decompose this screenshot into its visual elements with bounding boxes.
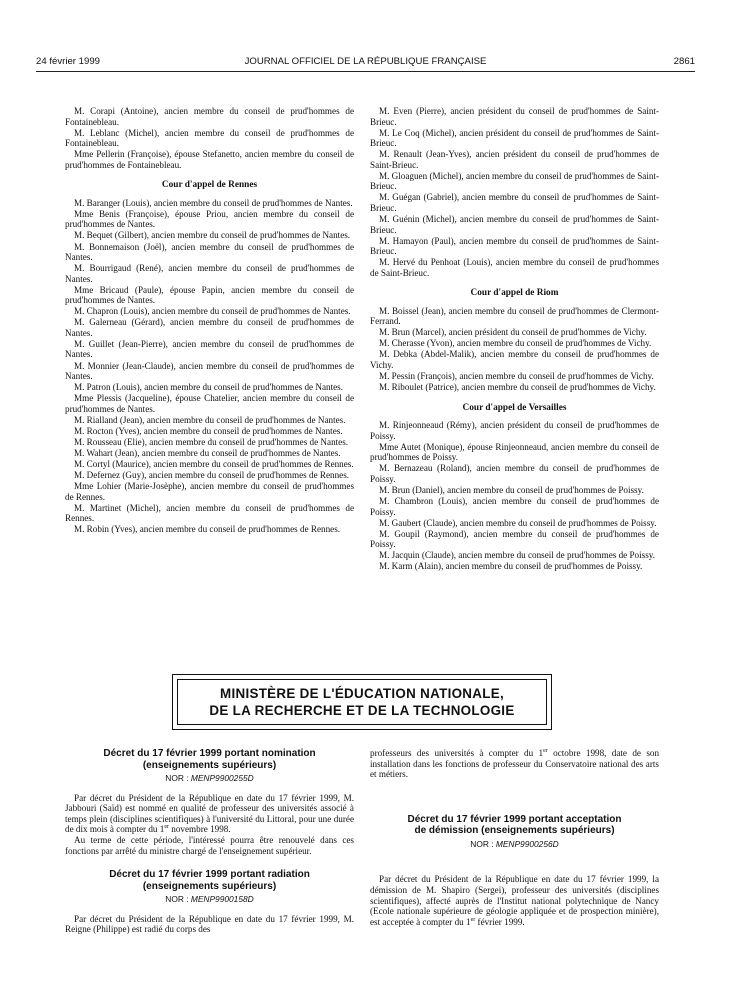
right-column-top [370,106,659,572]
page-number: 2861 [673,56,695,67]
list-item: M. Renault (Jean-Yves), ancien président du conseil de prud'hommes de Saint-Brieuc. [370,149,659,170]
list-item: M. Corapi (Antoine), ancien membre du conseil de prud'hommes de Fontainebleau. [65,106,354,127]
list-item: M. Bernazeau (Roland), ancien membre du conseil de prud'hommes de Poissy. [370,463,659,484]
decree-1-title-line-2: (enseignements supérieurs) [142,759,277,771]
list-item: M. Boissel (Jean), ancien membre du conseil de prud'hommes de Clermont-Ferrand. [370,305,659,327]
list-item: M. Hervé du Penhoat (Louis), ancien membre du conseil de prud'hommes de Saint-Brieuc. [370,257,659,278]
list-item: M. Chapron (Louis), ancien membre du conseil de prud'hommes de Nantes. [74,306,351,317]
list-item: M. Bequet (Gilbert), ancien membre du conseil de prud'hommes de Nantes. [74,230,351,241]
list-item: M. Guénin (Michel), ancien membre du conseil de prud'hommes de Saint-Brieuc. [370,213,659,235]
decree-2-paragraph-continued: professeurs des universités à compter du 1er octobre 1998, date de son installation dans les fonctions de professeur du Conservatoire national des arts et métiers. [370,747,660,780]
nor-code: MENP9900158D [190,894,254,905]
nor-label: NOR : [470,838,494,849]
list-item: Mme Plessis (Jacqueline), épouse Chatelier, ancien membre du conseil de prud'hommes de Nantes. [65,393,354,414]
list-item: M. Karm (Alain), ancien membre du conseil de prud'hommes de Poissy. [379,561,643,572]
list-item: M. Brun (Marcel), ancien président du conseil de prud'hommes de Vichy. [379,327,647,338]
list-item: M. Gaubert (Claude), ancien membre du conseil de prud'hommes de Poissy. [379,517,657,528]
ministry-line-1: MINISTÈRE DE L'ÉDUCATION NATIONALE, [220,686,504,701]
list-item: M. Patron (Louis), ancien membre du conseil de prud'hommes de Nantes. [74,382,343,393]
nor-code: MENP9900256D [495,838,559,849]
journal-title: JOURNAL OFFICIEL DE LA RÉPUBLIQUE FRANÇAISE [244,56,487,67]
decree-1-paragraph-2: Au terme de cette période, l'intéressé pourra être renouvelé dans ces fonctions par arrêté du ministre chargé de l'enseignement supérieur. [65,834,354,856]
list-item: M. Baranger (Louis), ancien membre du conseil de prud'hommes de Nantes. [74,197,353,208]
list-item: M. Chambron (Louis), ancien membre du conseil de prud'hommes de Poissy. [370,496,659,517]
page-header [36,56,695,72]
list-item: M. Riboulet (Patrice), ancien membre du conseil de prud'hommes de Vichy. [379,382,656,393]
left-column-top [65,106,354,535]
decree-1-title [65,748,354,771]
list-item: M. Leblanc (Michel), ancien membre du conseil de prud'hommes de Fontainebleau. [65,127,354,149]
decree-3-title [370,814,659,837]
header-date: 24 février 1999 [36,56,100,67]
list-item: M. Guégan (Gabriel), ancien membre du conseil de prud'hommes de Saint-Brieuc. [370,192,659,213]
decree-2-title-line-2: (enseignements supérieurs) [142,880,277,892]
list-item: Mme Autet (Monique), épouse Rinjeonneaud, ancien membre du conseil de prud'hommes de Poissy. [370,441,659,463]
nor-code: MENP9900255D [190,773,254,783]
list-item: M. Debka (Abdel-Malik), ancien membre du conseil de prud'hommes de Vichy. [370,349,659,371]
list-item: M. Rousseau (Elie), ancien membre du conseil de prud'hommes de Nantes. [74,436,349,447]
list-item: M. Bonnemaison (Joël), ancien membre du conseil de prud'hommes de Nantes. [65,241,354,263]
decree-1-nor [65,773,354,784]
list-item: Mme Pellerin (Françoise), épouse Stefanetto, ancien membre du conseil de prud'hommes de Fontainebleau. [65,149,354,170]
decree-2-nor [65,894,354,905]
list-item: M. Rinjeonneaud (Rémy), ancien président du conseil de prud'hommes de Poissy. [370,420,659,441]
decree-3-nor [370,839,659,850]
decree-1-title-line-1: Décret du 17 février 1999 portant nomination [103,748,316,759]
decree-3-paragraph-1: Par décret du Président de la République en date du 17 février 1999, la démission de M. Shapiro (Sergei), professeur des universités (disciplines scientifiques), affecté auprès de l'Institut national polytechnique de Nancy (Ecole nationale supérieure de géologie appliquée et de prospection minière), est acceptée à compter du 1er février 1999. [370,874,659,927]
list-item: M. Even (Pierre), ancien président du conseil de prud'hommes de Saint-Brieuc. [370,106,659,127]
versailles-list [370,420,659,572]
list-item: M. Le Coq (Michel), ancien président du conseil de prud'hommes de Saint-Brieuc. [370,127,659,149]
header-rule [36,71,695,72]
right-column-bottom [370,748,659,927]
list-item: Mme Bricaud (Paule), épouse Papin, ancien membre du conseil de prud'hommes de Nantes. [65,284,354,306]
list-item: M. Cherasse (Yvon), ancien membre du conseil de prud'hommes de Vichy. [379,338,652,349]
decree-2-title [65,869,354,892]
list-item: M. Jacquin (Claude), ancien membre du conseil de prud'hommes de Poissy. [379,550,656,561]
list-item: Mme Lohier (Marie-Josèphe), ancien membre du conseil de prud'hommes de Rennes. [65,481,354,502]
left-column-bottom [65,748,354,935]
decree-2-paragraph-1: Par décret du Président de la République en date du 17 février 1999, M. Reigne (Philippe) est radié du corps des [65,913,354,935]
rennes-list [65,198,354,535]
list-item: M. Rocton (Yves), ancien membre du conseil de prud'hommes de Nantes. [74,425,343,436]
list-item: M. Goupil (Raymond), ancien membre du conseil de prud'hommes de Poissy. [370,528,659,550]
list-item: M. Rialland (Jean), ancien membre du conseil de prud'hommes de Nantes. [74,414,346,425]
intro-list [65,106,354,170]
list-item: M. Defernez (Guy), ancien membre du conseil de prud'hommes de Rennes. [74,470,350,480]
list-item: M. Bourrigaud (René), ancien membre du conseil de prud'hommes de Nantes. [65,263,354,284]
court-heading-versailles: Cour d'appel de Versailles [462,402,567,413]
court-heading-riom: Cour d'appel de Riom [470,288,559,299]
rennes-continued-list [370,106,659,278]
list-item: M. Guillet (Jean-Pierre), ancien membre du conseil de prud'hommes de Nantes. [65,338,354,360]
list-item: M. Robin (Yves), ancien membre du conseil de prud'hommes de Rennes. [74,524,341,535]
list-item: Mme Benis (Françoise), épouse Priou, ancien membre du conseil de prud'hommes de Nantes. [65,208,354,230]
decree-1-paragraph-1: Par décret du Président de la République en date du 17 février 1999, M. Jabbouri (Saïd) est nommé en qualité de professeur des universités associé à temps plein (disciplines scientifiques) à l'université du Littoral, pour une durée de dix mois à compter du 1er novembre 1998. [65,792,354,835]
decree-3-title-line-2: de démission (enseignements supérieurs) [414,825,615,837]
list-item: M. Brun (Daniel), ancien membre du conseil de prud'hommes de Poissy. [379,485,644,495]
list-item: M. Wahart (Jean), ancien membre du conseil de prud'hommes de Nantes. [74,447,341,458]
list-item: M. Cortyl (Maurice), ancien membre du conseil de prud'hommes de Rennes. [74,458,354,469]
list-item: M. Gloaguen (Michel), ancien membre du conseil de prud'hommes de Saint-Brieuc. [370,170,659,192]
ministry-heading [177,679,547,725]
nor-label: NOR : [165,894,189,905]
list-item: M. Pessin (François), ancien membre du conseil de prud'hommes de Vichy. [379,371,654,382]
decree-3-title-line-1: Décret du 17 février 1999 portant acceptation [407,813,622,825]
list-item: M. Hamayon (Paul), ancien membre du conseil de prud'hommes de Saint-Brieuc. [370,235,659,257]
decree-2-title-line-1: Décret du 17 février 1999 portant radiation [109,869,310,881]
nor-label: NOR : [165,773,189,783]
list-item: M. Galerneau (Gérard), ancien membre du conseil de prud'hommes de Nantes. [65,317,354,338]
list-item: M. Monnier (Jean-Claude), ancien membre du conseil de prud'hommes de Nantes. [65,360,354,382]
court-heading-rennes: Cour d'appel de Rennes [161,180,258,191]
list-item: M. Martinet (Michel), ancien membre du conseil de prud'hommes de Rennes. [65,502,354,524]
ministry-line-2: DE LA RECHERCHE ET DE LA TECHNOLOGIE [209,703,515,718]
riom-list [370,306,659,393]
